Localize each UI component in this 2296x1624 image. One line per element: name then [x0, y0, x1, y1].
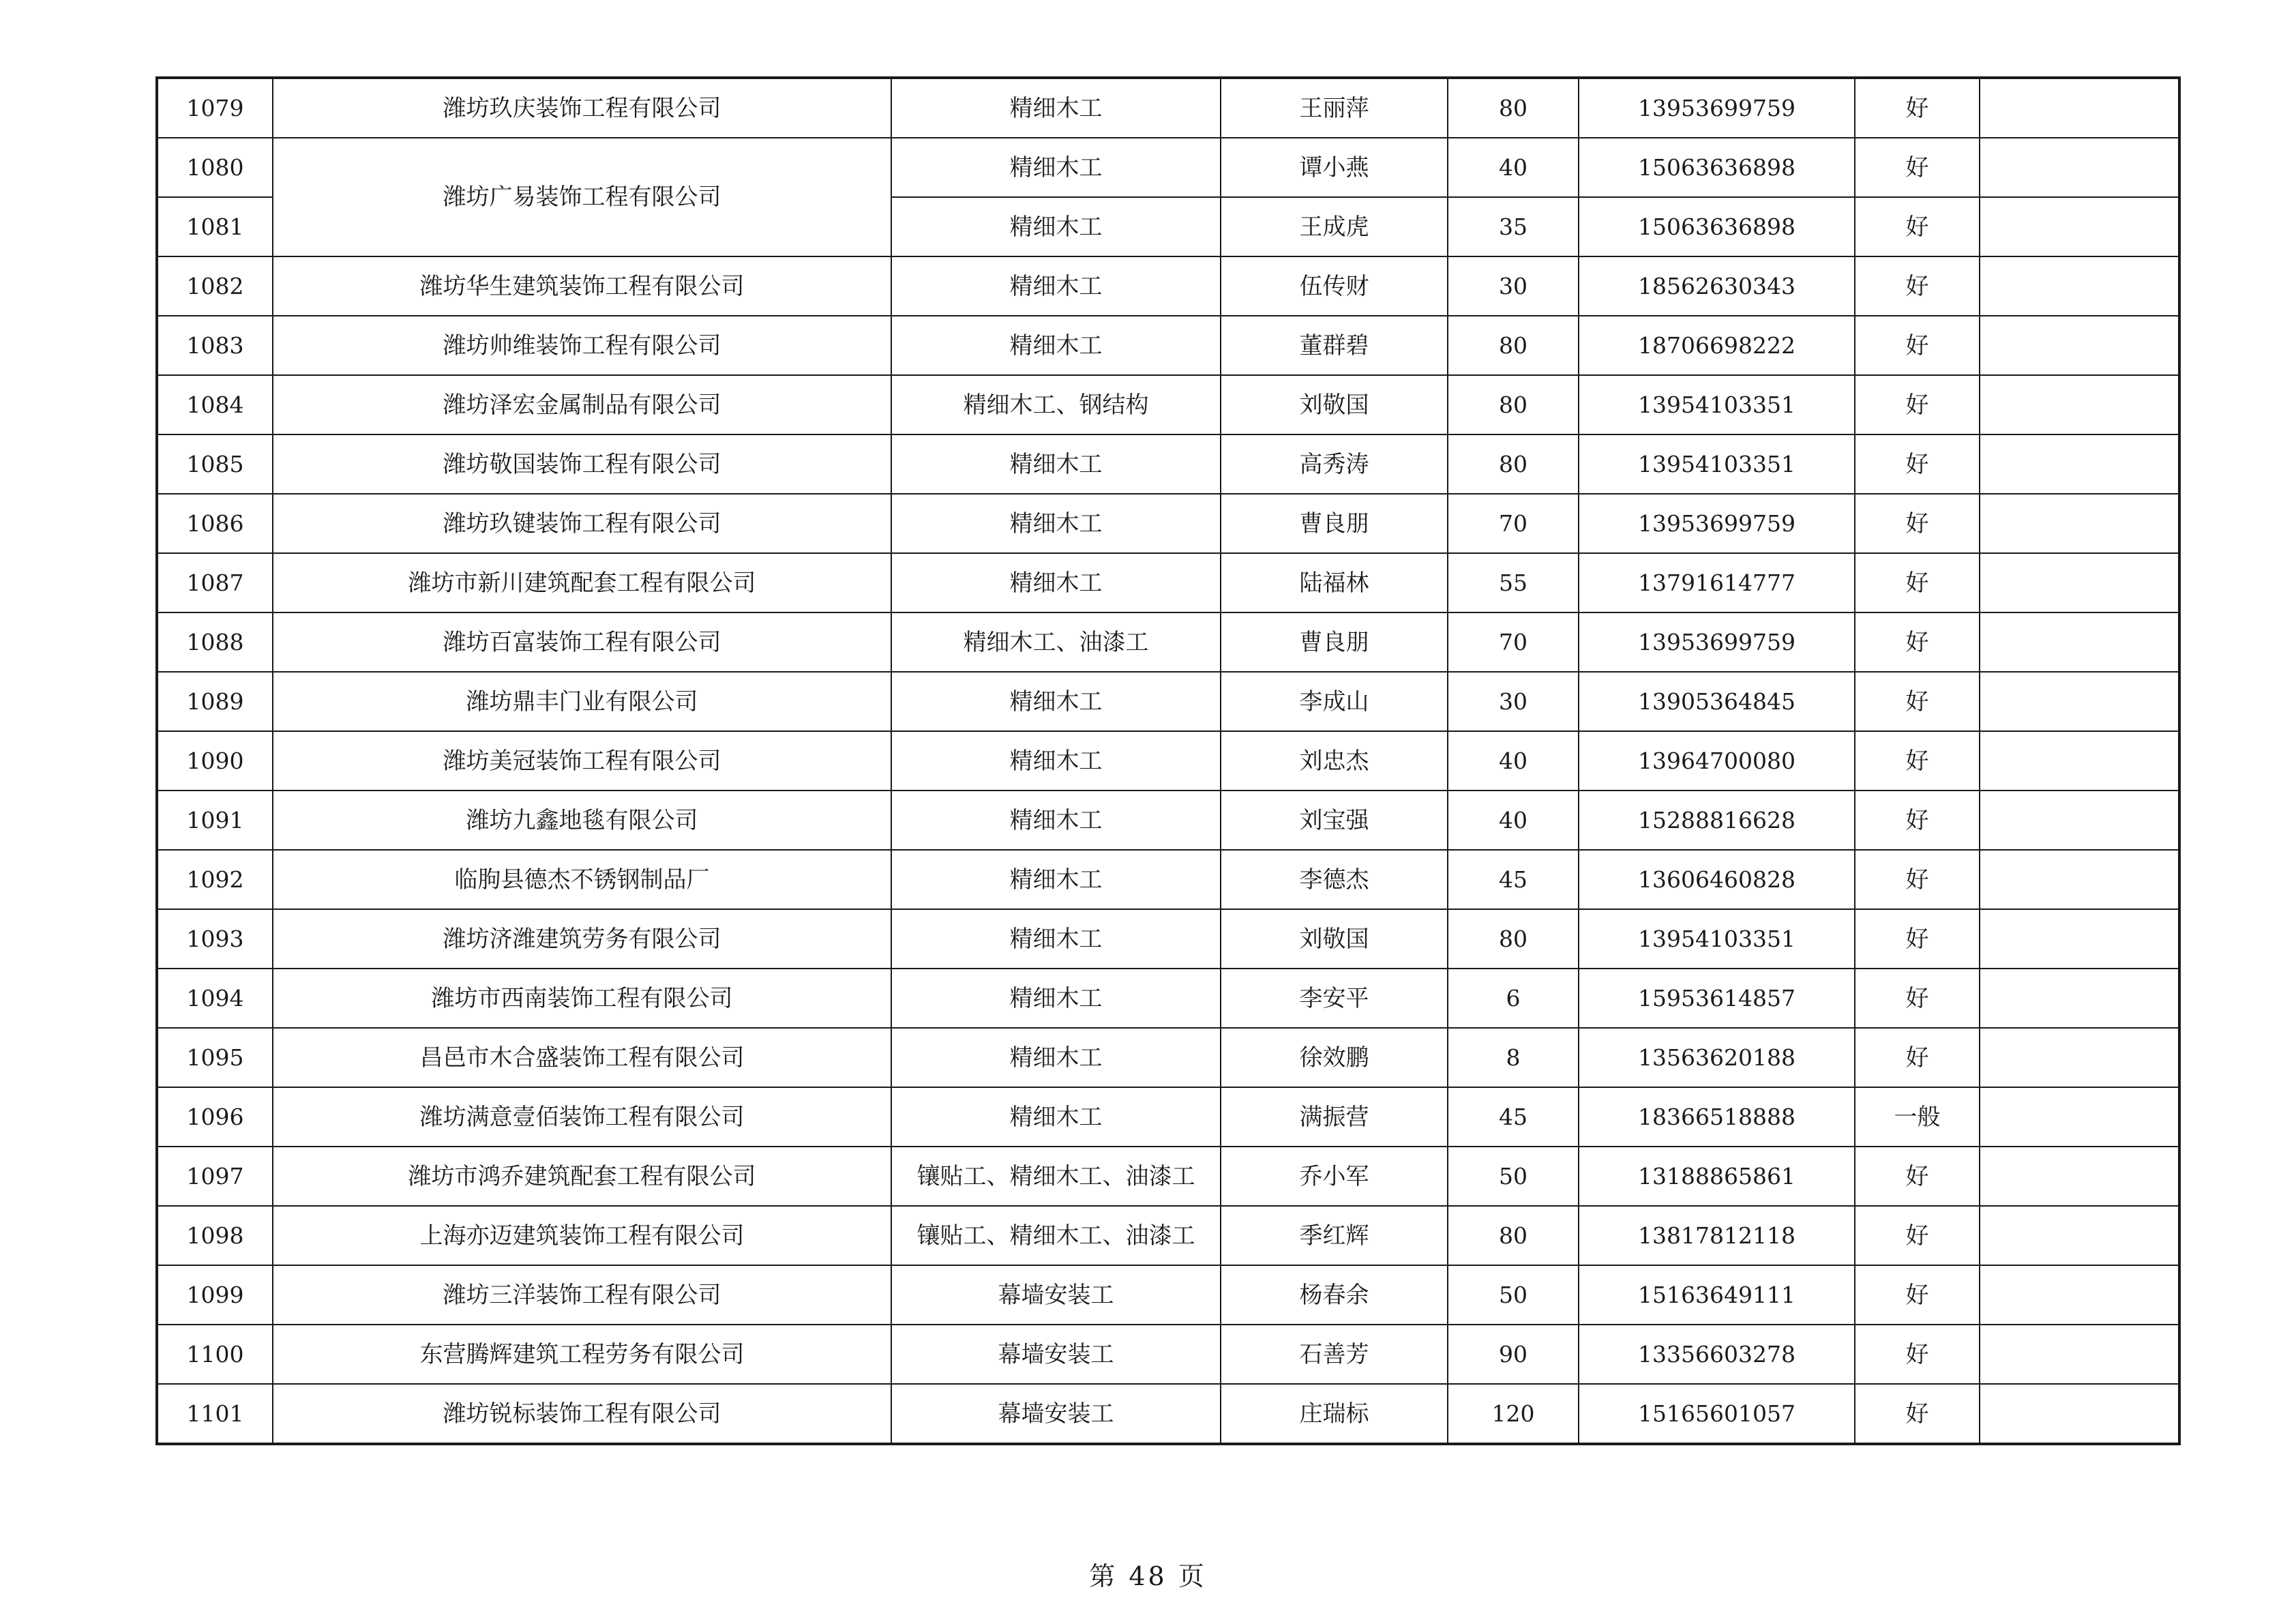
cell-company-name: 临朐县德杰不锈钢制品厂 — [273, 850, 891, 909]
cell-rating: 好 — [1855, 731, 1980, 791]
cell-rating: 好 — [1855, 256, 1980, 316]
cell-remarks — [1980, 256, 2179, 316]
cell-contact-person: 李德杰 — [1221, 850, 1448, 909]
cell-serial-number: 1090 — [157, 731, 273, 791]
cell-serial-number: 1085 — [157, 434, 273, 494]
cell-phone-number: 13563620188 — [1579, 1028, 1855, 1087]
cell-worker-count: 120 — [1448, 1384, 1579, 1444]
cell-phone-number: 15163649111 — [1579, 1265, 1855, 1325]
cell-company-name: 潍坊玖庆装饰工程有限公司 — [273, 78, 891, 138]
cell-phone-number: 18706698222 — [1579, 316, 1855, 375]
cell-company-name: 潍坊广易装饰工程有限公司 — [273, 138, 891, 256]
cell-remarks — [1980, 494, 2179, 553]
cell-worker-count: 45 — [1448, 850, 1579, 909]
cell-trade-type: 精细木工 — [891, 672, 1221, 731]
cell-contact-person: 董群碧 — [1221, 316, 1448, 375]
table-row — [157, 78, 2179, 138]
cell-worker-count: 40 — [1448, 791, 1579, 850]
table-row — [157, 969, 2179, 1028]
cell-remarks — [1980, 1206, 2179, 1265]
cell-contact-person: 乔小军 — [1221, 1147, 1448, 1206]
table-row — [157, 1147, 2179, 1206]
cell-company-name: 潍坊市新川建筑配套工程有限公司 — [273, 553, 891, 612]
cell-remarks — [1980, 1028, 2179, 1087]
cell-company-name: 潍坊帅维装饰工程有限公司 — [273, 316, 891, 375]
cell-contact-person: 刘敬国 — [1221, 375, 1448, 434]
cell-trade-type: 幕墙安装工 — [891, 1384, 1221, 1444]
cell-contact-person: 李安平 — [1221, 969, 1448, 1028]
cell-contact-person: 徐效鹏 — [1221, 1028, 1448, 1087]
cell-serial-number: 1101 — [157, 1384, 273, 1444]
cell-trade-type: 幕墙安装工 — [891, 1265, 1221, 1325]
cell-worker-count: 50 — [1448, 1147, 1579, 1206]
cell-trade-type: 精细木工 — [891, 494, 1221, 553]
cell-contact-person: 李成山 — [1221, 672, 1448, 731]
cell-rating: 好 — [1855, 78, 1980, 138]
cell-serial-number: 1079 — [157, 78, 273, 138]
cell-worker-count: 90 — [1448, 1325, 1579, 1384]
cell-trade-type: 镶贴工、精细木工、油漆工 — [891, 1147, 1221, 1206]
cell-trade-type: 精细木工 — [891, 197, 1221, 256]
cell-phone-number: 13791614777 — [1579, 553, 1855, 612]
cell-serial-number: 1100 — [157, 1325, 273, 1384]
table-row — [157, 138, 2179, 197]
cell-rating: 一般 — [1855, 1087, 1980, 1147]
cell-worker-count: 30 — [1448, 672, 1579, 731]
cell-trade-type: 精细木工 — [891, 256, 1221, 316]
page-number: 第 48 页 — [1089, 1561, 1207, 1591]
cell-phone-number: 13953699759 — [1579, 612, 1855, 672]
table-row — [157, 1087, 2179, 1147]
cell-worker-count: 80 — [1448, 909, 1579, 969]
cell-phone-number: 15165601057 — [1579, 1384, 1855, 1444]
cell-company-name: 潍坊百富装饰工程有限公司 — [273, 612, 891, 672]
cell-remarks — [1980, 78, 2179, 138]
table-row — [157, 256, 2179, 316]
cell-trade-type: 精细木工 — [891, 791, 1221, 850]
cell-worker-count: 80 — [1448, 434, 1579, 494]
cell-company-name: 潍坊济潍建筑劳务有限公司 — [273, 909, 891, 969]
cell-rating: 好 — [1855, 197, 1980, 256]
cell-rating: 好 — [1855, 138, 1980, 197]
table-row — [157, 850, 2179, 909]
cell-serial-number: 1081 — [157, 197, 273, 256]
cell-remarks — [1980, 909, 2179, 969]
cell-trade-type: 精细木工 — [891, 78, 1221, 138]
table-row — [157, 375, 2179, 434]
cell-serial-number: 1086 — [157, 494, 273, 553]
cell-remarks — [1980, 375, 2179, 434]
cell-contact-person: 曹良朋 — [1221, 612, 1448, 672]
cell-trade-type: 精细木工 — [891, 969, 1221, 1028]
cell-phone-number: 13606460828 — [1579, 850, 1855, 909]
cell-worker-count: 80 — [1448, 316, 1579, 375]
cell-remarks — [1980, 197, 2179, 256]
cell-worker-count: 50 — [1448, 1265, 1579, 1325]
cell-contact-person: 庄瑞标 — [1221, 1384, 1448, 1444]
table-row — [157, 1325, 2179, 1384]
cell-serial-number: 1082 — [157, 256, 273, 316]
cell-worker-count: 70 — [1448, 612, 1579, 672]
cell-serial-number: 1094 — [157, 969, 273, 1028]
cell-remarks — [1980, 1384, 2179, 1444]
cell-phone-number: 13964700080 — [1579, 731, 1855, 791]
cell-serial-number: 1095 — [157, 1028, 273, 1087]
cell-company-name: 潍坊锐标装饰工程有限公司 — [273, 1384, 891, 1444]
cell-worker-count: 55 — [1448, 553, 1579, 612]
cell-remarks — [1980, 138, 2179, 197]
table-row — [157, 791, 2179, 850]
cell-rating: 好 — [1855, 434, 1980, 494]
table-row — [157, 494, 2179, 553]
table-row — [157, 1206, 2179, 1265]
cell-phone-number: 13953699759 — [1579, 494, 1855, 553]
cell-rating: 好 — [1855, 375, 1980, 434]
cell-contact-person: 伍传财 — [1221, 256, 1448, 316]
cell-company-name: 东营腾辉建筑工程劳务有限公司 — [273, 1325, 891, 1384]
cell-phone-number: 13953699759 — [1579, 78, 1855, 138]
cell-serial-number: 1099 — [157, 1265, 273, 1325]
cell-remarks — [1980, 791, 2179, 850]
cell-serial-number: 1083 — [157, 316, 273, 375]
cell-remarks — [1980, 316, 2179, 375]
cell-rating: 好 — [1855, 494, 1980, 553]
cell-contact-person: 谭小燕 — [1221, 138, 1448, 197]
cell-phone-number: 15288816628 — [1579, 791, 1855, 850]
cell-rating: 好 — [1855, 791, 1980, 850]
table-row — [157, 434, 2179, 494]
cell-contact-person: 刘宝强 — [1221, 791, 1448, 850]
cell-trade-type: 精细木工 — [891, 553, 1221, 612]
cell-contact-person: 刘敬国 — [1221, 909, 1448, 969]
cell-remarks — [1980, 1265, 2179, 1325]
cell-rating: 好 — [1855, 1384, 1980, 1444]
cell-contact-person: 王丽萍 — [1221, 78, 1448, 138]
cell-contact-person: 陆福林 — [1221, 553, 1448, 612]
cell-trade-type: 精细木工 — [891, 316, 1221, 375]
cell-phone-number: 13905364845 — [1579, 672, 1855, 731]
cell-remarks — [1980, 731, 2179, 791]
cell-phone-number: 18366518888 — [1579, 1087, 1855, 1147]
cell-remarks — [1980, 1325, 2179, 1384]
cell-rating: 好 — [1855, 1028, 1980, 1087]
cell-phone-number: 13817812118 — [1579, 1206, 1855, 1265]
contractor-table — [155, 76, 2181, 1445]
cell-serial-number: 1080 — [157, 138, 273, 197]
cell-worker-count: 35 — [1448, 197, 1579, 256]
cell-remarks — [1980, 1147, 2179, 1206]
cell-trade-type: 精细木工、钢结构 — [891, 375, 1221, 434]
cell-company-name: 潍坊鼎丰门业有限公司 — [273, 672, 891, 731]
cell-company-name: 潍坊美冠装饰工程有限公司 — [273, 731, 891, 791]
cell-contact-person: 刘忠杰 — [1221, 731, 1448, 791]
cell-rating: 好 — [1855, 612, 1980, 672]
cell-serial-number: 1097 — [157, 1147, 273, 1206]
cell-serial-number: 1084 — [157, 375, 273, 434]
cell-contact-person: 石善芳 — [1221, 1325, 1448, 1384]
cell-trade-type: 幕墙安装工 — [891, 1325, 1221, 1384]
table-row — [157, 672, 2179, 731]
cell-worker-count: 70 — [1448, 494, 1579, 553]
cell-serial-number: 1092 — [157, 850, 273, 909]
cell-worker-count: 40 — [1448, 138, 1579, 197]
cell-trade-type: 精细木工 — [891, 1087, 1221, 1147]
cell-trade-type: 精细木工 — [891, 1028, 1221, 1087]
cell-trade-type: 精细木工 — [891, 138, 1221, 197]
cell-remarks — [1980, 850, 2179, 909]
cell-trade-type: 精细木工 — [891, 731, 1221, 791]
cell-rating: 好 — [1855, 1265, 1980, 1325]
cell-serial-number: 1091 — [157, 791, 273, 850]
cell-contact-person: 高秀涛 — [1221, 434, 1448, 494]
cell-remarks — [1980, 553, 2179, 612]
cell-trade-type: 精细木工、油漆工 — [891, 612, 1221, 672]
cell-worker-count: 30 — [1448, 256, 1579, 316]
cell-phone-number: 15953614857 — [1579, 969, 1855, 1028]
cell-worker-count: 80 — [1448, 78, 1579, 138]
cell-worker-count: 40 — [1448, 731, 1579, 791]
cell-trade-type: 镶贴工、精细木工、油漆工 — [891, 1206, 1221, 1265]
cell-phone-number: 18562630343 — [1579, 256, 1855, 316]
table-row — [157, 316, 2179, 375]
cell-company-name: 潍坊玖键装饰工程有限公司 — [273, 494, 891, 553]
cell-remarks — [1980, 1087, 2179, 1147]
cell-trade-type: 精细木工 — [891, 850, 1221, 909]
cell-company-name: 上海亦迈建筑装饰工程有限公司 — [273, 1206, 891, 1265]
cell-phone-number: 13954103351 — [1579, 909, 1855, 969]
table-body — [157, 78, 2179, 1444]
cell-worker-count: 45 — [1448, 1087, 1579, 1147]
cell-phone-number: 13954103351 — [1579, 375, 1855, 434]
cell-phone-number: 15063636898 — [1579, 138, 1855, 197]
cell-remarks — [1980, 969, 2179, 1028]
cell-serial-number: 1089 — [157, 672, 273, 731]
cell-rating: 好 — [1855, 1325, 1980, 1384]
table-row — [157, 909, 2179, 969]
cell-rating: 好 — [1855, 909, 1980, 969]
cell-company-name: 潍坊泽宏金属制品有限公司 — [273, 375, 891, 434]
cell-serial-number: 1098 — [157, 1206, 273, 1265]
cell-company-name: 昌邑市木合盛装饰工程有限公司 — [273, 1028, 891, 1087]
cell-trade-type: 精细木工 — [891, 909, 1221, 969]
cell-worker-count: 6 — [1448, 969, 1579, 1028]
cell-serial-number: 1096 — [157, 1087, 273, 1147]
cell-company-name: 潍坊敬国装饰工程有限公司 — [273, 434, 891, 494]
cell-rating: 好 — [1855, 850, 1980, 909]
cell-remarks — [1980, 612, 2179, 672]
cell-rating: 好 — [1855, 672, 1980, 731]
table-row — [157, 1265, 2179, 1325]
cell-rating: 好 — [1855, 553, 1980, 612]
table-row — [157, 612, 2179, 672]
cell-rating: 好 — [1855, 969, 1980, 1028]
cell-remarks — [1980, 672, 2179, 731]
cell-phone-number: 13188865861 — [1579, 1147, 1855, 1206]
cell-rating: 好 — [1855, 1147, 1980, 1206]
cell-company-name: 潍坊九鑫地毯有限公司 — [273, 791, 891, 850]
cell-serial-number: 1087 — [157, 553, 273, 612]
cell-company-name: 潍坊市西南装饰工程有限公司 — [273, 969, 891, 1028]
cell-contact-person: 满振营 — [1221, 1087, 1448, 1147]
cell-contact-person: 曹良朋 — [1221, 494, 1448, 553]
cell-phone-number: 13356603278 — [1579, 1325, 1855, 1384]
cell-company-name: 潍坊三洋装饰工程有限公司 — [273, 1265, 891, 1325]
cell-worker-count: 8 — [1448, 1028, 1579, 1087]
cell-serial-number: 1093 — [157, 909, 273, 969]
cell-contact-person: 季红辉 — [1221, 1206, 1448, 1265]
cell-company-name: 潍坊满意壹佰装饰工程有限公司 — [273, 1087, 891, 1147]
cell-company-name: 潍坊华生建筑装饰工程有限公司 — [273, 256, 891, 316]
cell-phone-number: 15063636898 — [1579, 197, 1855, 256]
cell-company-name: 潍坊市鸿乔建筑配套工程有限公司 — [273, 1147, 891, 1206]
table-row — [157, 553, 2179, 612]
cell-rating: 好 — [1855, 1206, 1980, 1265]
cell-remarks — [1980, 434, 2179, 494]
cell-worker-count: 80 — [1448, 1206, 1579, 1265]
table-row — [157, 731, 2179, 791]
cell-contact-person: 杨春余 — [1221, 1265, 1448, 1325]
table-row — [157, 1384, 2179, 1444]
cell-serial-number: 1088 — [157, 612, 273, 672]
cell-worker-count: 80 — [1448, 375, 1579, 434]
cell-contact-person: 王成虎 — [1221, 197, 1448, 256]
cell-phone-number: 13954103351 — [1579, 434, 1855, 494]
table-row — [157, 1028, 2179, 1087]
cell-trade-type: 精细木工 — [891, 434, 1221, 494]
cell-rating: 好 — [1855, 316, 1980, 375]
